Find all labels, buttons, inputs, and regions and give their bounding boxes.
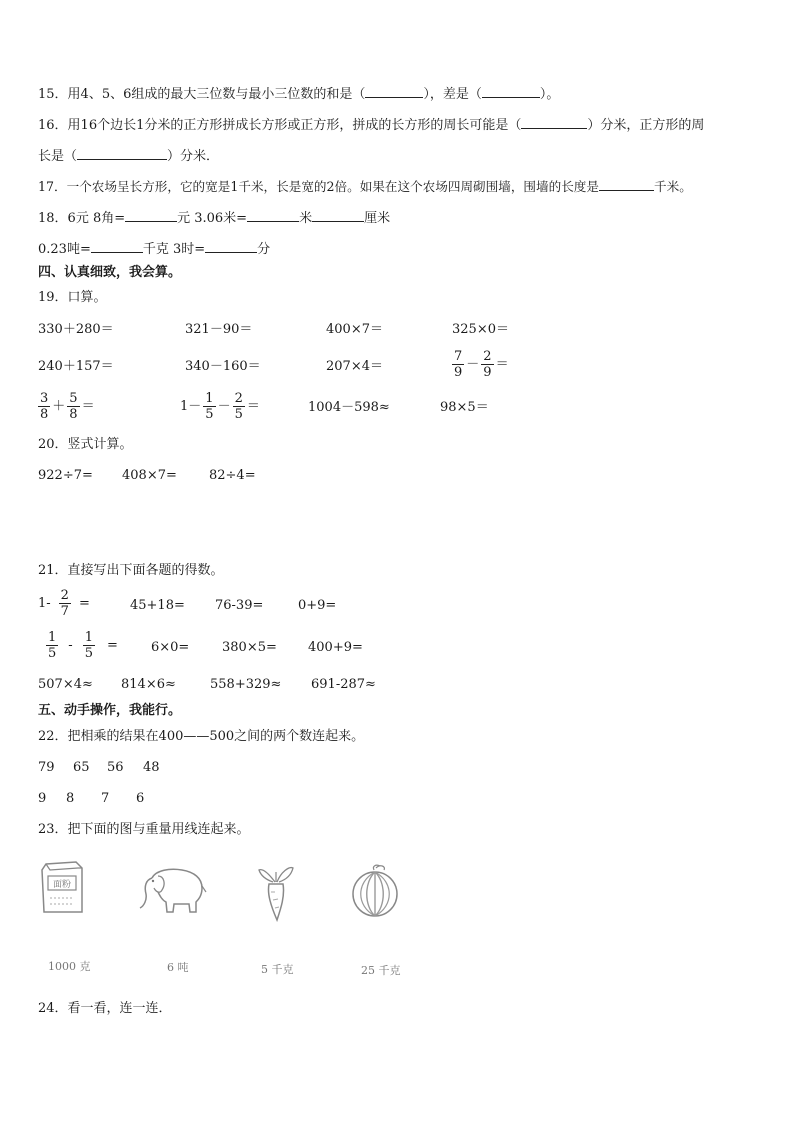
- calc-item: 340－160＝: [185, 359, 261, 374]
- fraction-expression: $\frac{1}{5}$ - $\frac{1}{5}$ =: [48, 630, 118, 661]
- number-item[interactable]: 6: [136, 791, 145, 806]
- calc-item: 45+18=: [130, 598, 185, 613]
- question-19-title: 19．口算。: [38, 290, 107, 305]
- calc-item: 691-287≈: [311, 677, 376, 692]
- fraction: $\frac{5}{8}$: [69, 391, 78, 422]
- answer-blank[interactable]: [247, 209, 299, 222]
- fraction-expression: 1- $\frac{2}{7}$ =: [38, 588, 90, 619]
- number-item[interactable]: 7: [101, 791, 110, 806]
- question-18-line1: 18．6元 8角= 元 3.06米= 米 厘米: [38, 211, 391, 226]
- weight-label[interactable]: 1000 克: [48, 960, 91, 973]
- fraction: $\frac{1}{5}$: [205, 391, 214, 422]
- question-24-title: 24．看一看，连一连．: [38, 1001, 172, 1016]
- question-20-title: 20．竖式计算。: [38, 437, 133, 452]
- fraction: $\frac{2}{9}$: [483, 349, 492, 380]
- weight-label[interactable]: 6 吨: [167, 961, 189, 974]
- fraction-expression: $\frac{3}{8}$ ＋ $\frac{5}{8}$ ＝: [40, 391, 95, 422]
- weight-label[interactable]: 25 千克: [361, 964, 401, 977]
- flour-bag-picture[interactable]: [38, 858, 86, 916]
- calc-item: 325×0＝: [452, 322, 509, 337]
- fraction-expression: $\frac{7}{9}$ － $\frac{2}{9}$ ＝: [454, 349, 509, 380]
- fraction: $\frac{7}{9}$: [454, 349, 463, 380]
- question-23-title: 23．把下面的图与重量用线连起来。: [38, 822, 250, 837]
- calc-item: 207×4＝: [326, 359, 383, 374]
- fraction: $\frac{2}{7}$: [60, 588, 69, 619]
- calc-item: 558+329≈: [210, 677, 282, 692]
- answer-blank[interactable]: [365, 85, 423, 98]
- calc-item: 814×6≈: [121, 677, 176, 692]
- number-item[interactable]: 8: [66, 791, 75, 806]
- answer-blank[interactable]: [77, 147, 167, 160]
- number-item[interactable]: 9: [38, 791, 47, 806]
- question-21-title: 21．直接写出下面各题的得数。: [38, 563, 224, 578]
- question-15: 15．用4、5、6组成的最大三位数与最小三位数的和是（ ），差是（ ）。: [38, 87, 560, 102]
- calc-item: 380×5=: [222, 640, 277, 655]
- question-16-line2: 长是（ ）分米．: [38, 149, 220, 164]
- calc-item: 82÷4=: [209, 468, 256, 483]
- fraction: $\frac{1}{5}$: [48, 630, 57, 661]
- calc-item: 0+9=: [298, 598, 337, 613]
- number-item[interactable]: 56: [107, 760, 124, 775]
- calc-item: 240＋157＝: [38, 359, 114, 374]
- calc-item: 507×4≈: [38, 677, 93, 692]
- weight-label[interactable]: 5 千克: [261, 963, 294, 976]
- number-item[interactable]: 48: [143, 760, 160, 775]
- fraction: $\frac{1}{5}$: [84, 630, 93, 661]
- calc-item: 400×7＝: [326, 322, 383, 337]
- answer-blank[interactable]: [599, 178, 654, 191]
- question-18-line2: 0.23吨= 千克 3时= 分: [38, 242, 271, 257]
- calc-item: 330＋280＝: [38, 322, 114, 337]
- answer-blank[interactable]: [205, 240, 257, 253]
- radish-picture[interactable]: [255, 864, 297, 922]
- fraction-expression: 1－ $\frac{1}{5}$ － $\frac{2}{5}$ ＝: [180, 391, 260, 422]
- fraction: $\frac{3}{8}$: [40, 391, 49, 422]
- calc-item: 6×0=: [151, 640, 190, 655]
- answer-blank[interactable]: [91, 240, 143, 253]
- elephant-picture[interactable]: [136, 864, 208, 916]
- calc-item: 98×5＝: [440, 400, 489, 415]
- answer-blank[interactable]: [482, 85, 540, 98]
- calc-item: 408×7=: [122, 468, 177, 483]
- question-22-title: 22．把相乘的结果在400——500之间的两个数连起来。: [38, 729, 365, 744]
- answer-blank[interactable]: [312, 209, 364, 222]
- fraction: $\frac{2}{5}$: [234, 391, 243, 422]
- answer-blank[interactable]: [521, 116, 587, 129]
- question-17: 17．一个农场呈长方形，它的宽是1千米，长是宽的2倍。如果在这个农场四周砌围墙，围墙的长度是 千米。: [38, 179, 692, 194]
- flour-label: 面粉: [52, 880, 72, 890]
- calc-item: 922÷7=: [38, 468, 93, 483]
- calc-item: 1004－598≈: [308, 400, 390, 415]
- question-16-line1: 16．用16个边长1分米的正方形拼成长方形或正方形，拼成的长方形的周长可能是（ ）分米，正方形的周: [38, 118, 705, 133]
- calc-item: 76-39=: [215, 598, 264, 613]
- answer-blank[interactable]: [125, 209, 177, 222]
- number-item[interactable]: 65: [73, 760, 90, 775]
- section-5-heading: 五、动手操作，我能行。: [38, 703, 182, 718]
- number-item[interactable]: 79: [38, 760, 55, 775]
- watermelon-picture[interactable]: [350, 862, 400, 920]
- section-4-heading: 四、认真细致，我会算。: [38, 265, 182, 280]
- calc-item: 400+9=: [308, 640, 363, 655]
- calc-item: 321－90＝: [185, 322, 253, 337]
